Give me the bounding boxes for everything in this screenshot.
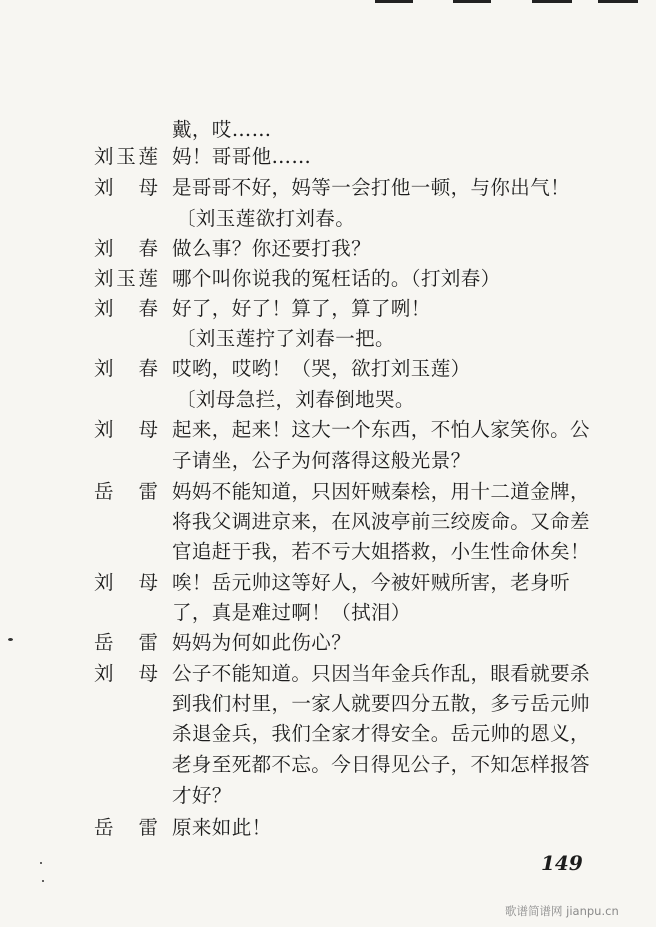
speaker-name: 刘 春 — [94, 357, 158, 380]
speaker-name: 岳 雷 — [94, 480, 158, 503]
script-line — [0, 507, 656, 537]
line-text: 老身至死都不忘。今日得见公子，不知怎样报答 — [172, 753, 590, 776]
scan-speck — [8, 638, 13, 641]
line-text: 了，真是难过啊！（拭泪） — [172, 601, 411, 624]
speaker-name: 刘 母 — [94, 662, 158, 685]
scan-speck — [42, 880, 44, 882]
line-text: 到我们村里，一家人就要四分五散，多亏岳元帅 — [172, 692, 590, 715]
script-line — [0, 568, 656, 598]
line-text: 妈妈为何如此伤心？ — [172, 631, 352, 654]
top-mark — [375, 0, 413, 3]
top-mark — [453, 0, 491, 3]
script-line — [0, 204, 656, 234]
page-number: 149 — [541, 851, 583, 875]
line-text: 杀退金兵，我们全家才得安全。岳元帅的恩义， — [172, 722, 590, 745]
script-line — [0, 813, 656, 843]
script-line — [0, 537, 656, 567]
line-text: 公子不能知道。只因当年金兵作乱，眼看就要杀 — [172, 662, 590, 685]
script-line — [0, 719, 656, 749]
script-line — [0, 234, 656, 264]
top-mark — [532, 0, 572, 3]
line-text: 唉！岳元帅这等好人，今被奸贼所害，老身听 — [172, 571, 571, 594]
line-text: 原来如此！ — [172, 816, 272, 839]
speaker-name: 岳 雷 — [94, 816, 158, 839]
line-text: 做么事？你还要打我？ — [172, 237, 372, 260]
line-text: 是哥哥不好，妈等一会打他一顿，与你出气！ — [172, 176, 571, 199]
script-line — [0, 385, 656, 415]
line-text: 妈！哥哥他…… — [172, 145, 312, 168]
speaker-name: 刘 春 — [94, 297, 158, 320]
line-text: 好了，好了！算了，算了咧！ — [172, 297, 431, 320]
script-line — [0, 689, 656, 719]
line-text: 才好？ — [172, 784, 232, 807]
script-line — [0, 750, 656, 780]
top-mark — [598, 0, 638, 3]
line-text: 哪个叫你说我的冤枉话的。（打刘春） — [172, 267, 501, 290]
script-line — [0, 781, 656, 811]
top-edge-marks — [0, 0, 656, 6]
script-line — [0, 354, 656, 384]
site-watermark: 歌谱简谱网 jianpu.cn — [505, 904, 619, 918]
line-text: 妈妈不能知道，只因奸贼秦桧，用十二道金牌， — [172, 480, 590, 503]
script-line — [0, 173, 656, 203]
script-line — [0, 264, 656, 294]
speaker-name: 刘 玉 莲 — [94, 145, 158, 168]
script-line — [0, 324, 656, 354]
speaker-name: 刘 母 — [94, 418, 158, 441]
speaker-name: 刘 玉 莲 — [94, 267, 158, 290]
script-line — [0, 115, 656, 145]
script-line — [0, 446, 656, 476]
script-line — [0, 628, 656, 658]
script-line — [0, 659, 656, 689]
script-line — [0, 415, 656, 445]
script-line — [0, 477, 656, 507]
line-text: 戴，哎…… — [172, 118, 272, 141]
line-text: 子请坐，公子为何落得这般光景？ — [172, 449, 471, 472]
stage-direction: 〔刘母急拦，刘春倒地哭。 — [176, 388, 415, 411]
line-text: 哎哟，哎哟！（哭，欲打刘玉莲） — [172, 357, 471, 380]
scan-speck — [40, 862, 42, 864]
line-text: 官追赶于我，若不亏大姐搭救，小生性命休矣！ — [172, 540, 590, 563]
speaker-name: 刘 春 — [94, 237, 158, 260]
stage-direction: 〔刘玉莲欲打刘春。 — [176, 207, 356, 230]
script-line — [0, 598, 656, 628]
speaker-name: 刘 母 — [94, 176, 158, 199]
speaker-name: 刘 母 — [94, 571, 158, 594]
line-text: 起来，起来！这大一个东西，不怕人家笑你。公 — [172, 418, 590, 441]
speaker-name: 岳 雷 — [94, 631, 158, 654]
script-line — [0, 294, 656, 324]
line-text: 将我父调进京来，在风波亭前三绞废命。又命差 — [172, 510, 590, 533]
script-line — [0, 142, 656, 172]
stage-direction: 〔刘玉莲拧了刘春一把。 — [176, 327, 395, 350]
